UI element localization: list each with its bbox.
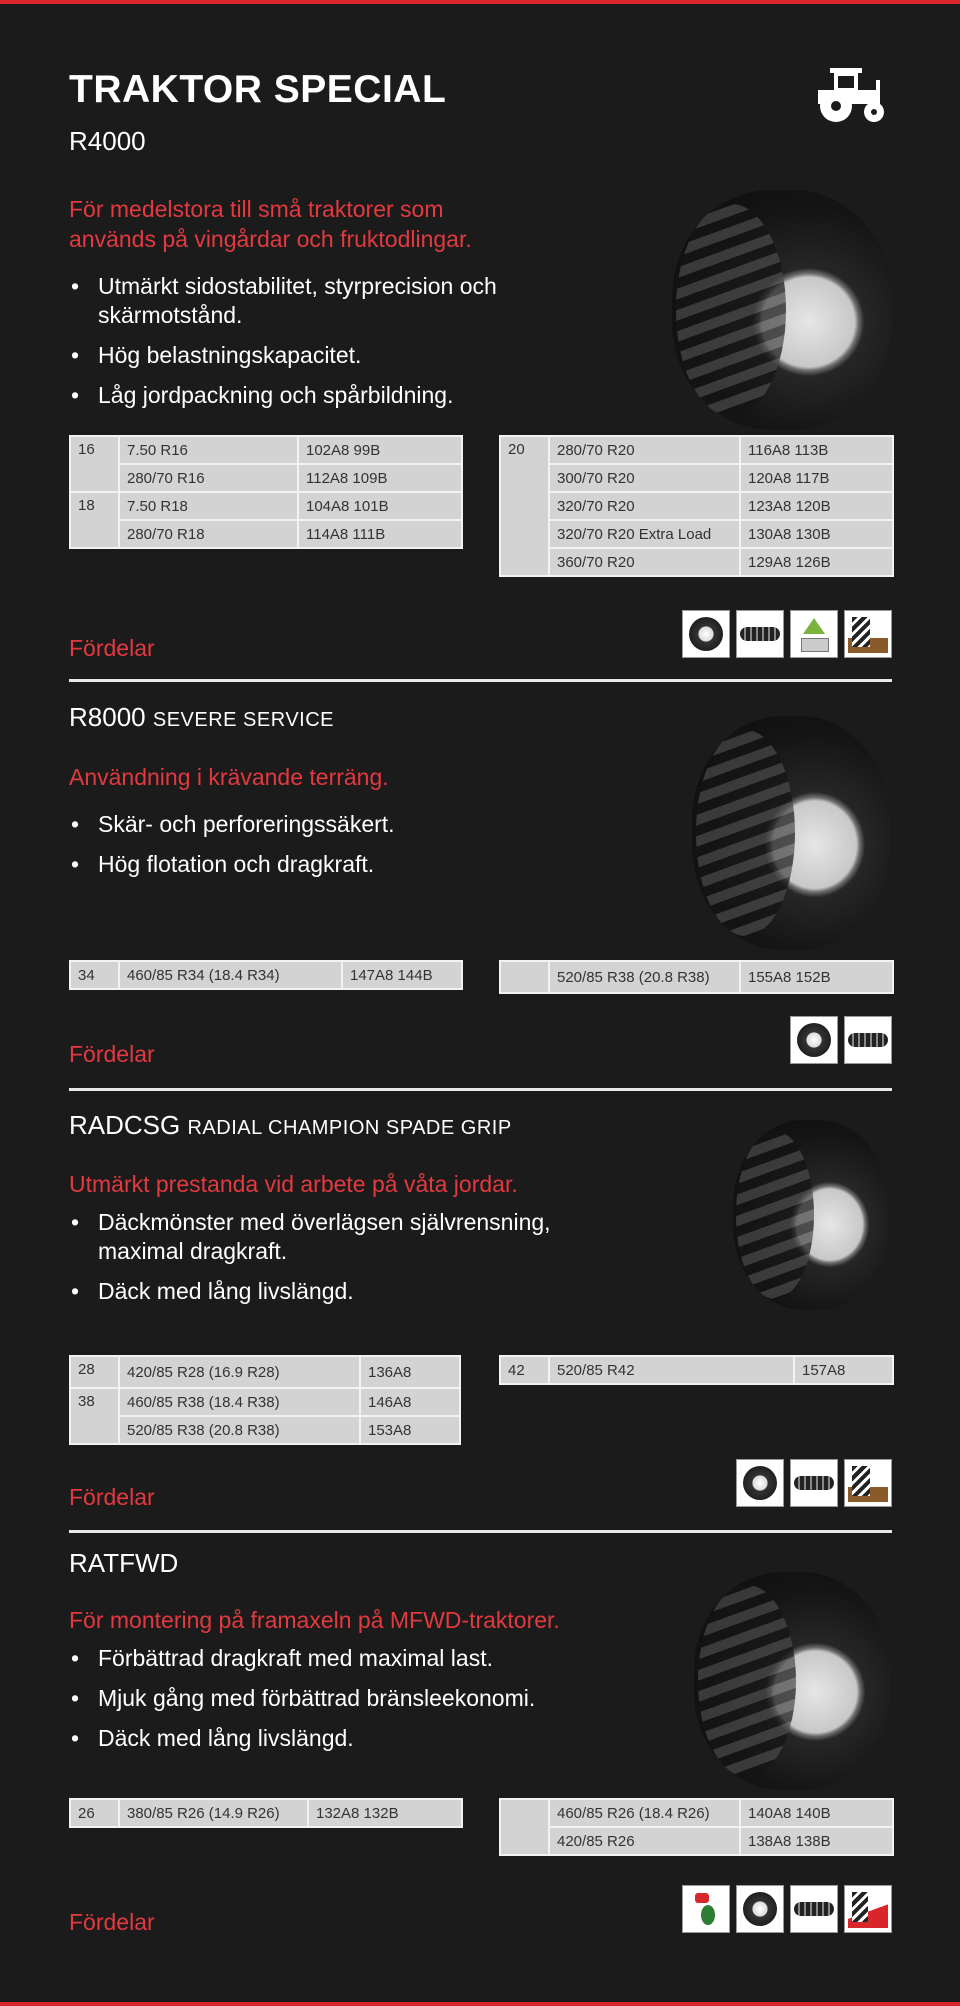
feature-item: • Hög flotation och dragkraft. <box>69 850 549 879</box>
table-row <box>500 436 893 464</box>
section-divider <box>69 679 892 682</box>
rim-cell: 38 <box>70 1388 119 1444</box>
load-cell: 132A8 132B <box>308 1799 462 1827</box>
table-row <box>500 548 893 576</box>
size-cell: 360/70 R20 <box>549 548 740 576</box>
size-cell: 300/70 R20 <box>549 464 740 492</box>
rim-cell: 42 <box>500 1356 549 1384</box>
feature-item: • Utmärkt sidostabilitet, styrprecision och skärmotstånd. <box>69 272 549 330</box>
load-cell: 114A8 111B <box>298 520 462 548</box>
wheel-icon <box>736 1459 784 1507</box>
tread-icon <box>790 1459 838 1507</box>
rim-cell: 26 <box>70 1799 119 1827</box>
top-accent-bar <box>0 0 960 4</box>
rim-cell <box>500 961 549 993</box>
rim-cell: 20 <box>500 436 549 576</box>
size-cell: 460/85 R34 (18.4 R34) <box>119 961 342 989</box>
load-scale-icon <box>790 610 838 658</box>
table-row <box>70 436 462 464</box>
feature-item: • Däck med lång livslängd. <box>69 1277 589 1306</box>
tire-image-r4000 <box>672 190 892 430</box>
load-cell: 130A8 130B <box>740 520 893 548</box>
r4000-intro: För medelstora till små traktorer som används på vingårdar och fruktodlingar. <box>69 196 472 252</box>
size-cell: 520/85 R42 <box>549 1356 794 1384</box>
load-cell: 146A8 <box>360 1388 460 1416</box>
size-cell: 380/85 R26 (14.9 R26) <box>119 1799 308 1827</box>
model-name-ratfwd: RATFWD <box>69 1548 179 1578</box>
size-cell: 420/85 R26 <box>549 1827 740 1855</box>
size-cell: 7.50 R16 <box>119 436 298 464</box>
benefits-label-r8000: Fördelar <box>69 1041 155 1067</box>
tractor-icon <box>812 66 890 126</box>
ratfwd-size-table-left <box>69 1798 463 1828</box>
soil-compaction-icon <box>844 610 892 658</box>
r4000-size-table-left <box>69 435 463 549</box>
load-cell: 123A8 120B <box>740 492 893 520</box>
model-subtitle: RADIAL CHAMPION SPADE GRIP <box>187 1117 512 1139</box>
benefits-label-r4000: Fördelar <box>69 635 155 661</box>
size-cell: 520/85 R38 (20.8 R38) <box>119 1416 360 1444</box>
table-row <box>500 1799 893 1827</box>
r8000-feature-list <box>69 810 549 890</box>
load-cell: 140A8 140B <box>740 1799 893 1827</box>
table-row <box>70 464 462 492</box>
rim-cell: 34 <box>70 961 119 989</box>
size-cell: 280/70 R18 <box>119 520 298 548</box>
fuel-economy-icon <box>682 1885 730 1933</box>
feature-item: • Hög belastningskapacitet. <box>69 341 549 370</box>
road-traction-icon <box>844 1885 892 1933</box>
tire-image-ratfwd <box>694 1572 890 1790</box>
size-cell: 320/70 R20 <box>549 492 740 520</box>
table-row <box>500 464 893 492</box>
size-cell: 460/85 R38 (18.4 R38) <box>119 1388 360 1416</box>
r4000-size-table-right <box>499 435 894 577</box>
feature-item: • Skär- och perforeringssäkert. <box>69 810 549 839</box>
table-row <box>500 1356 893 1384</box>
radcsg-intro: Utmärkt prestanda vid arbete på våta jordar. <box>69 1171 518 1197</box>
wheel-icon <box>736 1885 784 1933</box>
load-cell: 157A8 <box>794 1356 893 1384</box>
page-title: TRAKTOR SPECIAL <box>69 68 447 111</box>
load-cell: 102A8 99B <box>298 436 462 464</box>
ratfwd-intro: För montering på framaxeln på MFWD-traktorer. <box>69 1607 560 1633</box>
tread-icon <box>844 1016 892 1064</box>
tire-image-radcsg <box>733 1120 889 1310</box>
load-cell: 116A8 113B <box>740 436 893 464</box>
wheel-icon <box>790 1016 838 1064</box>
size-cell: 420/85 R28 (16.9 R28) <box>119 1356 360 1388</box>
size-cell: 320/70 R20 Extra Load <box>549 520 740 548</box>
load-cell: 138A8 138B <box>740 1827 893 1855</box>
r8000-intro: Användning i krävande terräng. <box>69 764 389 790</box>
radcsg-size-table-left <box>69 1355 461 1445</box>
size-cell: 280/70 R16 <box>119 464 298 492</box>
soil-cleaning-icon <box>844 1459 892 1507</box>
wheel-icon <box>682 610 730 658</box>
size-cell: 520/85 R38 (20.8 R38) <box>549 961 740 993</box>
table-row <box>500 520 893 548</box>
tire-image-r8000 <box>692 716 890 950</box>
r8000-size-table-left <box>69 960 463 990</box>
load-cell: 136A8 <box>360 1356 460 1388</box>
section-divider <box>69 1530 892 1533</box>
table-row <box>70 1416 460 1444</box>
feature-item: • Förbättrad dragkraft med maximal last. <box>69 1644 629 1673</box>
ratfwd-size-table-right <box>499 1798 894 1856</box>
table-row <box>70 1356 460 1388</box>
feature-item: • Däck med lång livslängd. <box>69 1724 629 1753</box>
model-code: RADCSG <box>69 1110 181 1140</box>
size-cell: 280/70 R20 <box>549 436 740 464</box>
load-cell: 104A8 101B <box>298 492 462 520</box>
feature-item: • Däckmönster med överlägsen självrensning, maximal dragkraft. <box>69 1208 589 1266</box>
benefits-label-ratfwd: Fördelar <box>69 1909 155 1935</box>
size-cell: 7.50 R18 <box>119 492 298 520</box>
section-divider <box>69 1088 892 1091</box>
table-row <box>70 1388 460 1416</box>
model-code: R8000 <box>69 702 146 732</box>
load-cell: 153A8 <box>360 1416 460 1444</box>
load-cell: 120A8 117B <box>740 464 893 492</box>
tread-icon <box>790 1885 838 1933</box>
table-row <box>70 1799 462 1827</box>
bottom-accent-bar <box>0 2002 960 2006</box>
table-row <box>70 520 462 548</box>
load-cell: 155A8 152B <box>740 961 893 993</box>
rim-cell: 28 <box>70 1356 119 1388</box>
tread-icon <box>736 610 784 658</box>
table-row <box>70 492 462 520</box>
rim-cell <box>500 1799 549 1855</box>
table-row <box>70 961 462 989</box>
r4000-feature-list <box>69 272 549 421</box>
table-row <box>500 961 893 993</box>
benefits-label-radcsg: Fördelar <box>69 1484 155 1510</box>
r8000-size-table-right <box>499 960 894 994</box>
model-name-r8000 <box>69 702 334 733</box>
radcsg-feature-list <box>69 1208 589 1317</box>
model-subtitle: SEVERE SERVICE <box>152 709 334 731</box>
ratfwd-feature-list <box>69 1644 629 1764</box>
table-row <box>500 492 893 520</box>
model-name-radcsg <box>69 1110 512 1141</box>
rim-cell: 18 <box>70 492 119 548</box>
table-row <box>500 1827 893 1855</box>
load-cell: 112A8 109B <box>298 464 462 492</box>
load-cell: 147A8 144B <box>342 961 462 989</box>
radcsg-size-table-right <box>499 1355 894 1385</box>
rim-cell: 16 <box>70 436 119 492</box>
load-cell: 129A8 126B <box>740 548 893 576</box>
size-cell: 460/85 R26 (18.4 R26) <box>549 1799 740 1827</box>
feature-item: • Låg jordpackning och spårbildning. <box>69 381 549 410</box>
model-name-r4000: R4000 <box>69 126 146 156</box>
feature-item: • Mjuk gång med förbättrad bränsleekonomi. <box>69 1684 629 1713</box>
